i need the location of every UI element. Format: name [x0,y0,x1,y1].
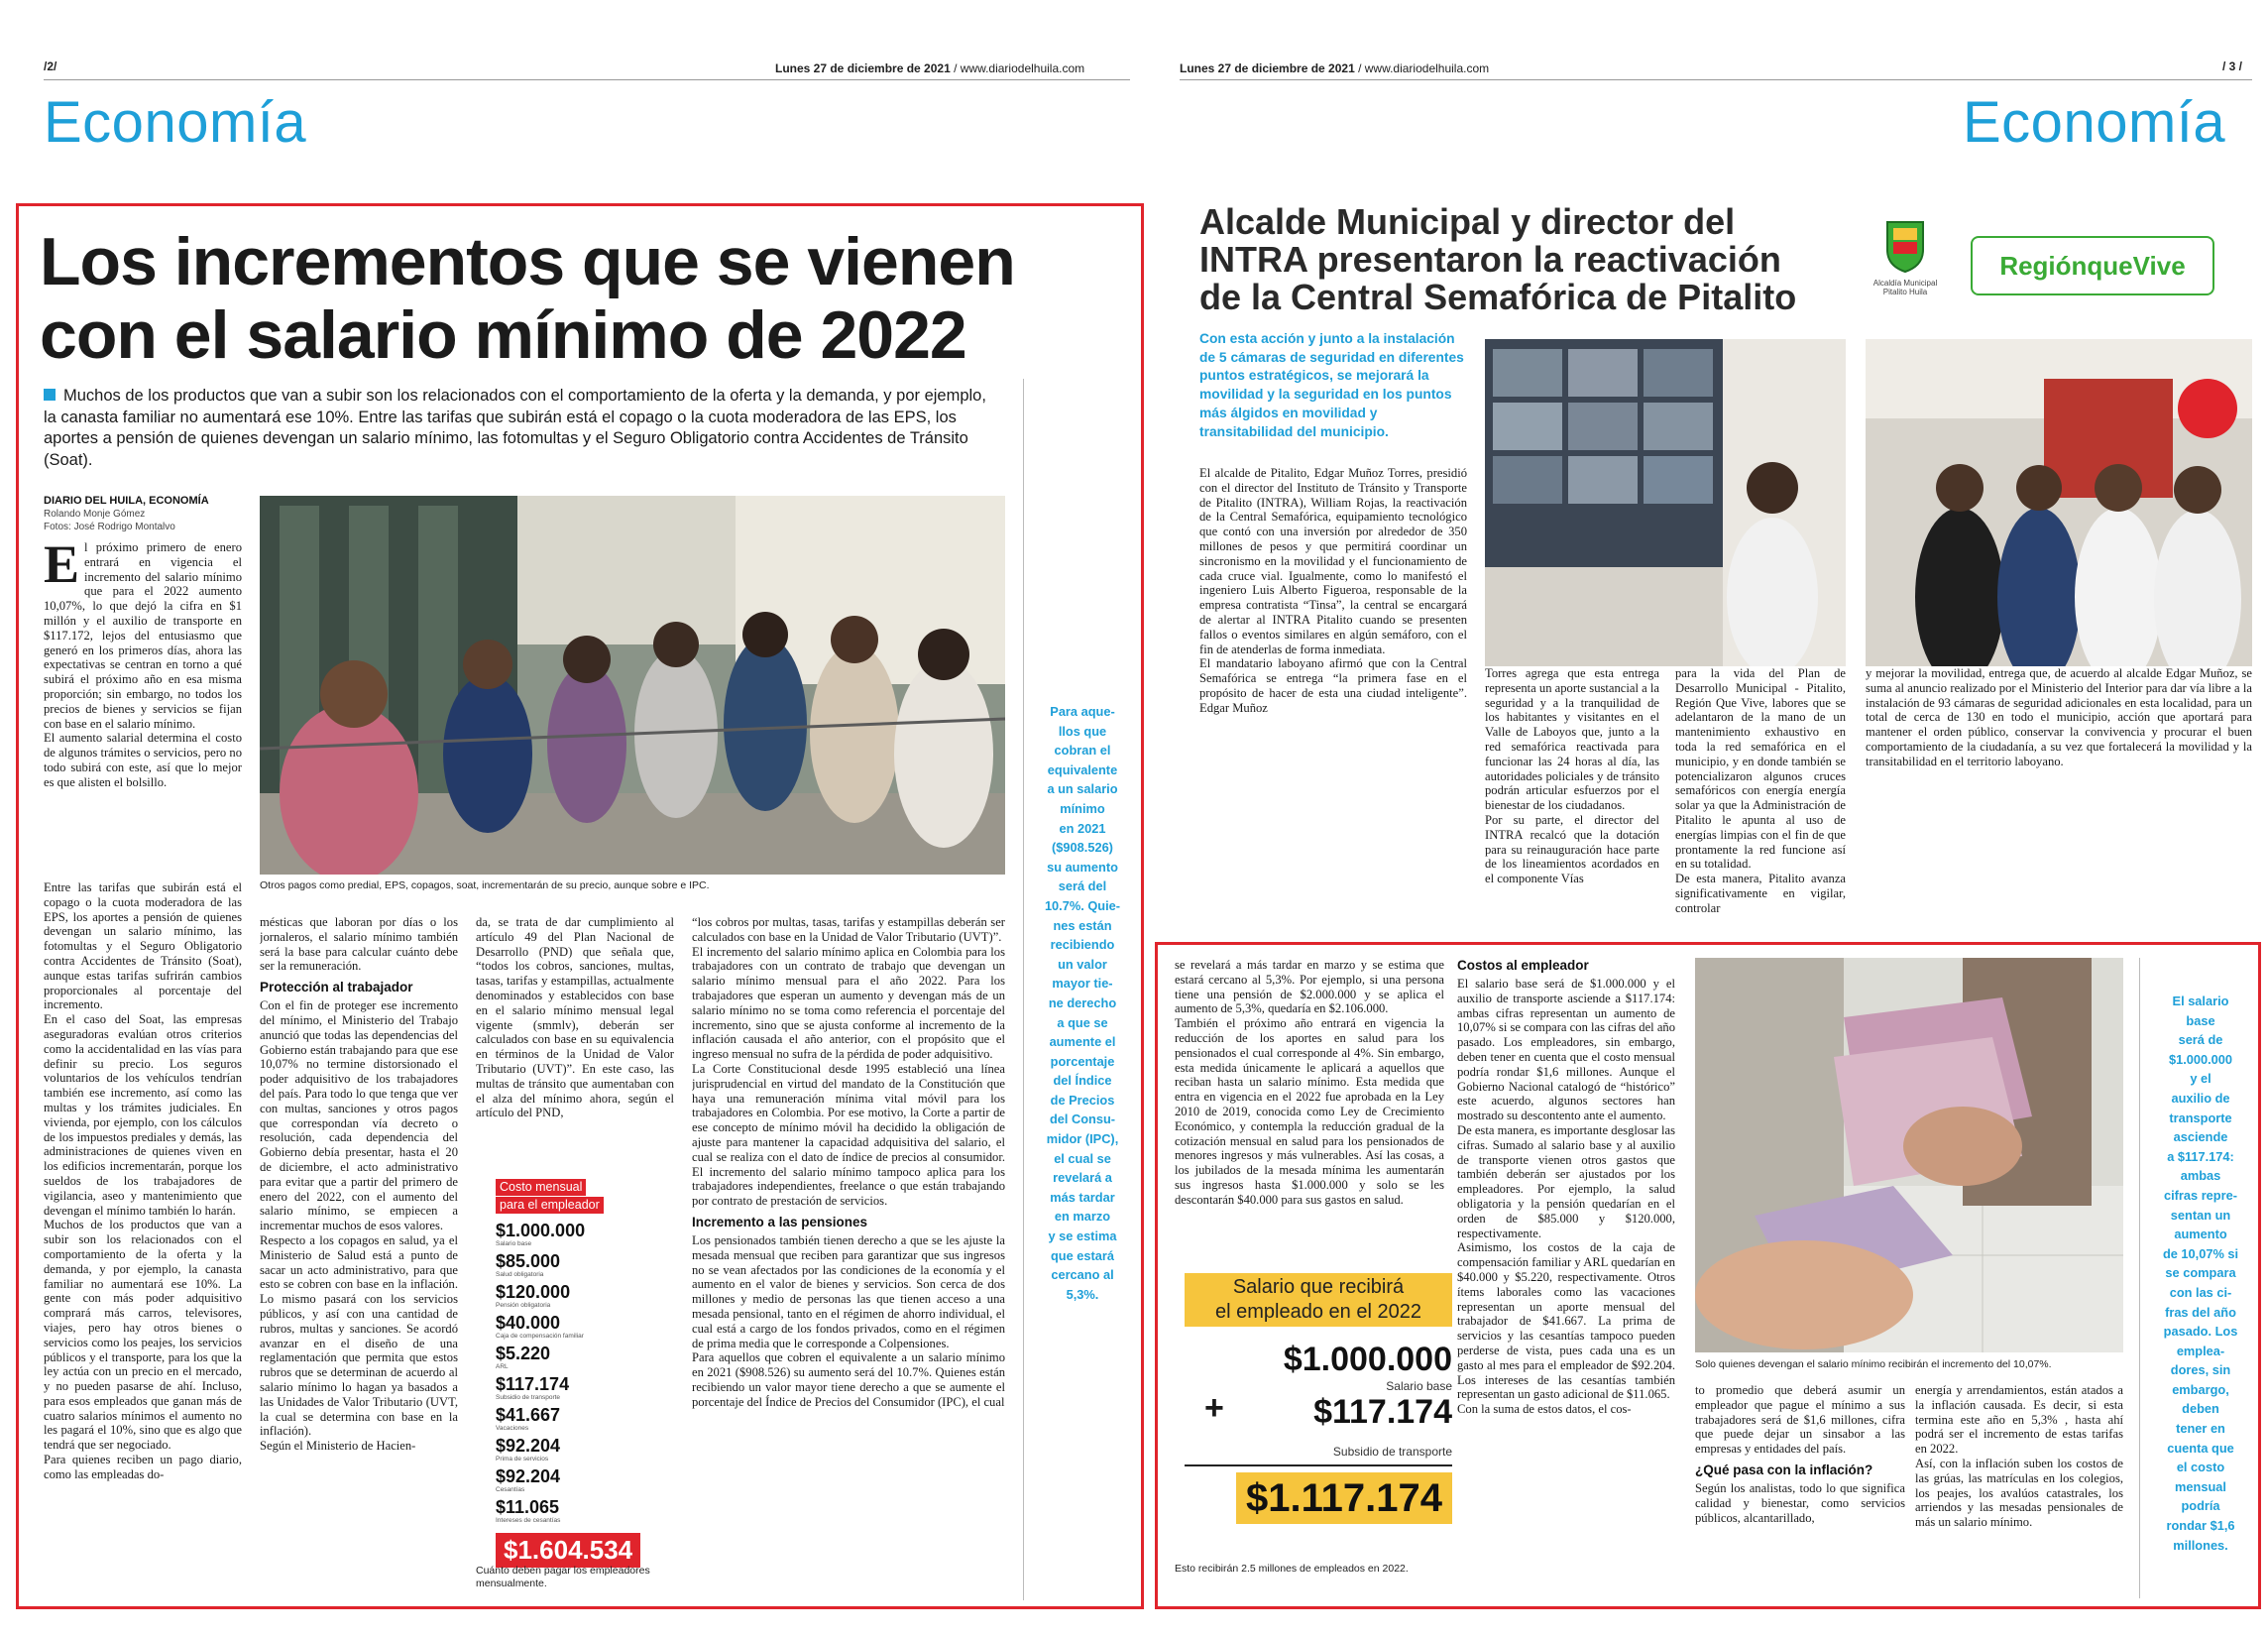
infobox-item-label: Prima de servicios [496,1456,549,1462]
right-headline-line-3: de la Central Semafórica de Pitalito [1199,277,1797,317]
right-headline-line-2: INTRA presentaron la reactivación [1199,239,1781,280]
right-pullquote-rule [2139,958,2140,1598]
salary-base-label: Salario base [1386,1379,1452,1393]
infobox-item-amount: $5.220 [496,1344,551,1363]
infobox-item-amount: $1.000.000 [496,1221,586,1240]
continuation-col3-text: to promedio que deberá asumir un empleador que pague el mínimo a sus trabajadores será de $1,6 millones, cifra que puede dejar un sinsabor a las empresas y entidades del país. [1695,1383,1905,1457]
money-photo-image [1695,958,2123,1352]
infobox-item-label: Salud obligatoria [496,1271,544,1278]
infobox-caption: Cuánto deben pagar los empleadores mensualmente. [476,1565,650,1589]
salary-sum-rule [1185,1464,1452,1466]
right-headline-line-1: Alcalde Municipal y director del [1199,201,1736,242]
salary-box-title-2: el empleado en el 2022 [1215,1301,1421,1323]
infobox-total: $1.604.534 [496,1533,640,1568]
infobox-item-amount: $117.174 [496,1374,570,1394]
queue-photo [260,496,1005,875]
salary-transport-row [1185,1389,1452,1445]
money-photo [1695,958,2123,1352]
right-page-number: / 3 / [2222,59,2243,73]
right-column-1: El alcalde de Pitalito, Edgar Muñoz Torres, presidió con el director del Instituto de Tránsito y Transporte de Pitalito (INTRA), William Rojas, la reactivación de la Central Semafórica, equipamiento tecnológico que contó con una inversión por alrededor de 350 millones de pesos y que permitirá coordinar un sincronismo en la movilidad y el funcionamiento de cada cruce vial. Igualmente, como lo manifestó el ingeniero Luis Alberto Figueroa, responsable de la empresa contratista “Tinsa”, la central se encargará de alertar al INTRA Pitalito cuando se presenten fallos o eventos similares en algún semáforo, con el fin de atenderlas de forma inmediata. El mandatario laboyano afirmó que con la Central Semafórica se entrega “la primera fase en el propósito de hacer de esta una ciudad inteligente”. Edgar Muñoz [1199,466,1467,715]
infobox-item-label: Cesantías [496,1486,525,1493]
salary-transport-label: Subsidio de transporte [1332,1445,1452,1459]
left-col1-top-text: l próximo primero de enero entrará en vigencia el incremento del salario mínimo que para el 2022 aumento 10,07%, lo que dejó la cifra en $1 millón y el auxilio de transporte en $117.172, lejos del entusiasmo que generó en los primeros días, ahora las expectativas se centran en torno a qué subirá el próximo año en esa misma proporción; sin embargo, no todos los precios de bienes y servicios se fijan con base en el salario mínimo. El aumento salarial determina el costo de algunos trámites o servicios, pero no todo subirá con este, así que lo mejor es que alisten el bolsillo. [44,540,242,789]
region-que-vive-logo [1971,236,2214,295]
continuation-column-4: energía y arrendamientos, están atados a la inflación causada. Es decir, si esta termina este año en 5,3% , hasta ahí podrá ser el incremento de estas tarifas en 2022. Así, con la inflación suben los costos de las grúas, las matrículas en los colegios, los peajes, los avalúos catastrales, los arriendos y las mesadas pensionales de más un salario mínimo. [1915,1383,2123,1530]
infobox-item [496,1345,664,1371]
left-lead [44,386,1003,471]
right-date: Lunes 27 de diciembre de 2021 [1180,61,1355,75]
money-photo-caption: Solo quienes devengan el salario mínimo recibirán el incremento del 10,07%. [1695,1358,2052,1370]
continuation-column-3 [1695,1383,1905,1596]
plus-sign: + [1204,1389,1224,1427]
right-headline [1199,203,1854,316]
subhead-inflacion: ¿Qué pasa con la inflación? [1695,1462,1873,1477]
salary-transport-amount: $117.174 [1313,1393,1452,1431]
infobox-item [496,1283,664,1310]
logo-text-1: Alcaldía Municipal [1872,279,1938,288]
infobox-item [496,1222,664,1248]
infobox-item-amount: $92.204 [496,1436,561,1456]
left-headline-line-1: Los incrementos que se vienen [40,224,1015,299]
left-column-4 [692,915,1005,1599]
left-pullquote-rule [1023,379,1024,1600]
group-photo [1866,339,2252,666]
infobox-item-label: Pensión obligatoria [496,1302,551,1309]
infobox-item-label: Caja de compensación familiar [496,1333,584,1340]
left-col2-b: Con el fin de proteger ese incremento del mínimo, el Ministerio del Trabajo anunció que todas las dependencias del Gobierno están trabajando para que ese 10,07% no termine distorsionado el poder adquisitivo de los trabajadores del país. Para todo lo que tenga que ver con multas, sanciones y otros pagos que correspondan vía decreto o resolución, cada dependencia del Gobierno debía presentar, hasta el 20 de diciembre, el acto administrativo para evitar que a partir del primero de enero del 2022, con el aumento del salario mínimo, se empiecen a incrementar muchos de esos valores. Respecto a los copagos en salud, ya el Ministerio de Salud está a punto de sacar un acto administrativo, para que esto se cobren con base en la inflación. Lo mismo pasará con los servicios públicos, y así con una cantidad de rubros, multas y sanciones. Se acordó avanzar en el diseño de una reglamentación que permita que estos rubros que se determinan de acuerdo al salario mínimo lo hagan ya basados a las Unidades de Valor Tributario (UVT, la cual se determina con base en la inflación). Según el Ministerio de Hacien- [260,998,458,1454]
pitalito-shield-icon [1883,216,1927,274]
left-column-1-bottom: Entre las tarifas que subirán está el copago o la cuota moderadora de las EPS, los aportes a pensión de quienes devengan un salario mínimo, las fotomultas y el Seguro Obligatorio contra Accidentes de Tránsito (Soat), aunque estas tarifas sufrirán cambios proporcionales al porcentaje del incremento. En el caso del Soat, las empresas aseguradoras evalúan otros criterios como la accidentalidad en las vías para definir su precio. Los seguros voluntarios de los vehículos tendrían también ese incremento, así como las multas y los trámites judiciales. En vivienda, por ejemplo, con los cálculos de los impuestos prediales y demás, las administraciones de quienes viven en los edificios incrementarán, porque los sueldos de los trabajadores de vigilancia, aseo y mantenimiento que devengan el mínimo también lo harán. Muchos de los productos que van a subir son los relacionados con el comportamiento de la oferta y la demanda, y por ejemplo, la canasta familiar no aumentará ese 10%. La gente con más poder adquisitivo comprará más carros, televisores, viajes, pero hay otros bienes o servicios como los peajes, los servicios públicos y el transporte, para los que la ley actúa con un precio en el mercado, y no pueden pasarse de ahí. Incluso, para esos empleados que ganan más de cuatro salarios mínimos el aumento no les pagará el 10%, sino que es algo que tendrá que ser negociado. Para quienes reciben un pago diario, como las empleadas do- [44,880,242,1481]
byline-org: DIARIO DEL HUILA, ECONOMÍA [44,495,209,507]
infobox-item-amount: $120.000 [496,1282,571,1302]
left-col4-a: “los cobros por multas, tasas, tarifas y estampillas deberán ser calculados con base en la Unidad de Valor Tributario (UVT)”. El incremento del salario mínimo aplica en Colombia para los trabajadores con un contrato de trabajo que devengan un salario mínimo mensual para el año 2022. Para los trabajadores que esperan un aumento y devengan más de un salario mínimo no se toma como referencia el porcentaje del incremento, sino que se ajusta conforme al incremento de la inflación causada el año anterior, con el propósito que el ingreso mensual no sufra de la pérdida de poder adquisitivo. La Corte Constitucional desde 1995 estableció una línea jurisprudencial en virtud del mandato de la Constitución que haya una remuneración mínima vital móvil para los trabajadores en Colombia. Por ese motivo, la Corte a partir de ese concepto de mínimo móvil ha decidido la obligación de ajuste para mantener la capacidad adquisitiva del salario, el cual se realiza con el dato de índice de precios al consumidor. El incremento del salario mínimo tampoco aplica para los trabajadores independientes, freelance o que están trabajando por contrato de prestación de servicios. [692,915,1005,1209]
infobox-item [496,1375,664,1402]
salary-box-title-1: Salario que recibirá [1232,1276,1405,1298]
control-room-photo-image [1485,339,1846,666]
infobox-item-label: Subsidio de transporte [496,1394,561,1401]
queue-photo-image [260,496,1005,875]
left-pullquote: Para aque- llos que cobran el equivalente a un salario mínimo en 2021 ($908.526) su aumento será del 10.7%. Quie- nes están recibiendo un valor mayor tie- ne derecho a que se aumente el porcentaje del Índice de Precios del Consu- midor (IPC), el cual se revelará a más tardar en marzo y se estima que estará cercano al 5,3%. [1044,704,1121,1302]
byline-author: Rolando Monje Gómez [44,509,146,520]
right-pullquote: El salario base será de $1.000.000 y el auxilio de transporte asciende a $117.174: ambas cifras repre- sentan un aumento de 10,07% si se compara con las ci- fras del año pasado. Los emplea- dores, sin embargo, deben tener en cuenta que el costo mensual podría rondar $1,6 millones. [2162,994,2239,1553]
infobox-item-amount: $40.000 [496,1313,561,1333]
subhead-proteccion: Protección al trabajador [260,980,413,995]
left-column-1-top [44,540,242,878]
right-url: / www.diariodelhuila.com [1354,61,1490,75]
salary-box-caption: Esto recibirán 2.5 millones de empleados en 2022. [1175,1563,1409,1575]
control-room-photo [1485,339,1846,666]
continuation-column-2 [1457,958,1675,1592]
left-section-title: Economía [44,90,307,155]
continuation-col3-b-text: Según los analistas, todo lo que significa calidad y bienestar, como servicios públicos, alcantarillado, [1695,1480,1905,1525]
pitalito-logo [1864,216,1947,296]
left-byline [44,495,252,533]
infobox-item [496,1314,664,1341]
queue-photo-caption: Otros pagos como predial, EPS, copagos, soat, incrementarán de su precio, aunque sobre e IPC. [260,879,710,891]
left-col2-a: mésticas que laboran por días o los jornaleros, el salario mínimo también será la base para calcular cuánto debe ser la remuneración. [260,915,458,974]
region-logo-text: RegiónqueVive [1999,250,2186,281]
salary-box-title [1185,1273,1452,1327]
infobox-item-amount: $85.000 [496,1251,561,1271]
left-headline [40,225,1130,372]
left-date-line [775,61,1084,75]
right-section-title: Economía [1963,90,2226,155]
left-headline-line-2: con el salario mínimo de 2022 [40,297,966,373]
group-photo-image [1866,339,2252,666]
right-blue-lead: Con esta acción y junto a la instalación de 5 cámaras de seguridad en diferentes puntos estratégicos, se mejorará la movilidad y la seguridad en los puntos más álgidos en movilidad y transitabilidad del municipio. [1199,331,1464,439]
employer-cost-infobox [496,1178,664,1568]
infobox-item [496,1437,664,1463]
infobox-item [496,1467,664,1494]
right-column-4: y mejorar la movilidad, entrega que, de acuerdo al alcalde Edgar Muñoz, se suma al anuncio realizado por el Ministerio del Interior para dar vía libre a la instalación de 93 cámaras de seguridad adicionales en esta localidad, para un total de cerca de 130 en todo el municipio, acción que aportará para mantener el orden público, conservar la convivencia y procurar el buen comportamiento de la ciudadanía, a su vez que fortalecerá la movilidad y la transitabilidad en el territorio laboyano. [1866,666,2252,768]
subhead-pensiones: Incremento a las pensiones [692,1214,868,1229]
continuation-column-1: se revelará a más tardar en marzo y se estima que estará cercano al 5,3%. Por ejemplo, si una persona tiene una pensión de $2.000.000 y se aplica el aumento de 5,3%, quedaría en $2.106.000. También el próximo año entrará en vigencia la reducción de los aportes en salud para los pensionados el cual corresponde al 4%. Sin embargo, esta medida únicamente le aplicará a aquellos que reciban hasta un salario mínimo. Esta medida que entra en vigencia en el 2022 fue aprobada en la Ley 2010 de 2019, conocida como Ley de Crecimiento Económico, y contempla la reducción gradual de la cotización mensual en salud para los pensionados de menores ingresos y más vulnerables. Así las cosas, a los jubilados de la mesada mínima les aumentarán sus ingresos hasta $1.000.000 y solo se les descontarán $40.000 para sus gastos en salud. [1175,958,1444,1207]
logo-text-2: Pitalito Huila [1882,288,1928,296]
infobox-item-label: Intereses de cesantías [496,1517,561,1524]
salary-base-amount: $1.000.000 [1283,1341,1452,1378]
salary-total-amount: $1.117.174 [1236,1472,1452,1524]
infobox-item-label: Salario base [496,1240,532,1247]
left-column-3: da, se trata de dar cumplimiento al artículo 49 del Plan Nacional de Desarrollo (PND) que señala que, “todos los cobros, sanciones, multas, tasas, tarifas y estampillas, actualmente denominados y establecidos con base en el salario mínimo mensual legal vigente (smmlv), deberán ser calculados con base en su equivalencia en términos de la Unidad de Valor Tributario (UVT)”. En este caso, las multas de tránsito que aumentaban con el alza del mínimo ahora, según el artículo del PND, [476,915,674,1120]
infobox-items [496,1222,664,1525]
infobox-item-amount: $41.667 [496,1405,561,1425]
infobox-item [496,1498,664,1525]
left-col4-b: Los pensionados también tienen derecho a que se les ajuste la mesada mensual que reciben para garantizar que sus ingresos no se vean afectados por las condiciones de la economía y el aumento en el valor de bienes y servicios. Son cerca de dos millones y medio de personas las que tienen acceso a una mesada pensional, tanto en el régimen de ahorro individual, el cual está a cargo de los fondos privados, como en el régimen de prima media que le corresponde a Colpensiones. Para aquellos que cobren el equivalente a un salario mínimo en 2021 ($908.526) su aumento será del 10.7%. Quienes están recibiendo un valor mayor tiene derecho a que se aumente el porcentaje del Índice de Precios del Consumidor (IPC), el cual [692,1232,1005,1409]
left-url: / www.diariodelhuila.com [950,61,1085,75]
left-lead-text: Muchos de los productos que van a subir son los relacionados con el comportamiento de la oferta y la demanda, y por ejemplo, la canasta familiar no aumentará ese 10%. Entre las tarifas que subirán está el copago o la cuota moderadora de las EPS, los aportes a pensión de quienes devengan un salario mínimo, las fotomultas y el Seguro Obligatorio contra Accidentes de Tránsito (Soat). [44,387,986,469]
salary-2022-box [1185,1273,1452,1521]
subhead-costos-empleador: Costos al empleador [1457,958,1589,973]
left-header-rule [44,79,1130,80]
lead-square-icon [44,389,56,401]
right-column-2: Torres agrega que esta entrega representa un aporte sustancial a la seguridad y a la tranquilidad de los habitantes y visitantes en el Valle de Laboyos que, junto a la red semafórica reactivada para funcionar las 24 horas al día, las autoridades policiales y de tránsito podrán articular esfuerzos por el bienestar de los ciudadanos. Por su parte, el director del INTRA recalcó que la dotación para su reinauguración hace parte de los lineamientos acordados en el componente Vías [1485,666,1659,886]
infobox-title-1: Costo mensual [496,1179,586,1196]
infobox-item [496,1406,664,1433]
infobox-title-2: para el empleador [496,1197,604,1214]
byline-photos: Fotos: José Rodrigo Montalvo [44,522,175,532]
right-header-rule [1180,79,2252,80]
left-column-2 [260,915,458,1599]
dropcap: E [44,540,80,594]
left-page-number: /2/ [44,59,57,73]
infobox-item-label: ARL [496,1363,509,1370]
continuation-col2-text: El salario base será de $1.000.000 y el auxilio de transporte asciende a $117.174: ambas cifras representan un aumento de 10,07% si se compara con las cifras del año pasado. Los empleadores, sin embargo, deben tener en cuenta que el costo mensual podría rondar $1,6 millones. Aunque el Gobierno Nacional catalogó de “histórico” este acuerdo, algunos sectores han mostrado su descontento ante el aumento. De esta manera, es importante desglosar las cifras. Sumado al salario base y al auxilio de transporte vienen otros gastos que también deberán ser ajustados por los empleadores. Por ejemplo, la salud obligatoria y la pensión quedarían en el orden de $85.000 y $120.000, respectivamente. Asimismo, los costos de la caja de compensación familiar y ARL quedarían en $40.000 y $5.220, respectivamente. Otros ítems laborales como las vacaciones representan un aporte mensual del trabajador de $41.667. La prima de servicios y las cesantías tampoco pueden perderse de vista, pues cada una es un gasto al mes para el empleador de $92.204. Los intereses de las cesantías también representan un gasto adicional de $11.065. Con la suma de estos datos, el cos- [1457,977,1675,1417]
right-column-3: para la vida del Plan de Desarrollo Municipal - Pitalito, Región Que Vive, labores que se adelantaron de la mano de un mantenimiento exhaustivo en toda la red semafórica en el municipio, y en donde también se potencializaron algunos cruces semafóricos con energía energía solar ya que la Administración de Pitalito le apunta al uso de energías limpias con el fin de que prontamente la red funcione así en su totalidad. De esta manera, Pitalito avanza significativamente en vigilar, controlar [1675,666,1846,915]
infobox-item [496,1252,664,1279]
infobox-item-label: Vacaciones [496,1425,529,1432]
infobox-item-amount: $92.204 [496,1466,561,1486]
left-date: Lunes 27 de diciembre de 2021 [775,61,951,75]
infobox-item-amount: $11.065 [496,1497,560,1517]
right-date-line [1180,61,1489,75]
